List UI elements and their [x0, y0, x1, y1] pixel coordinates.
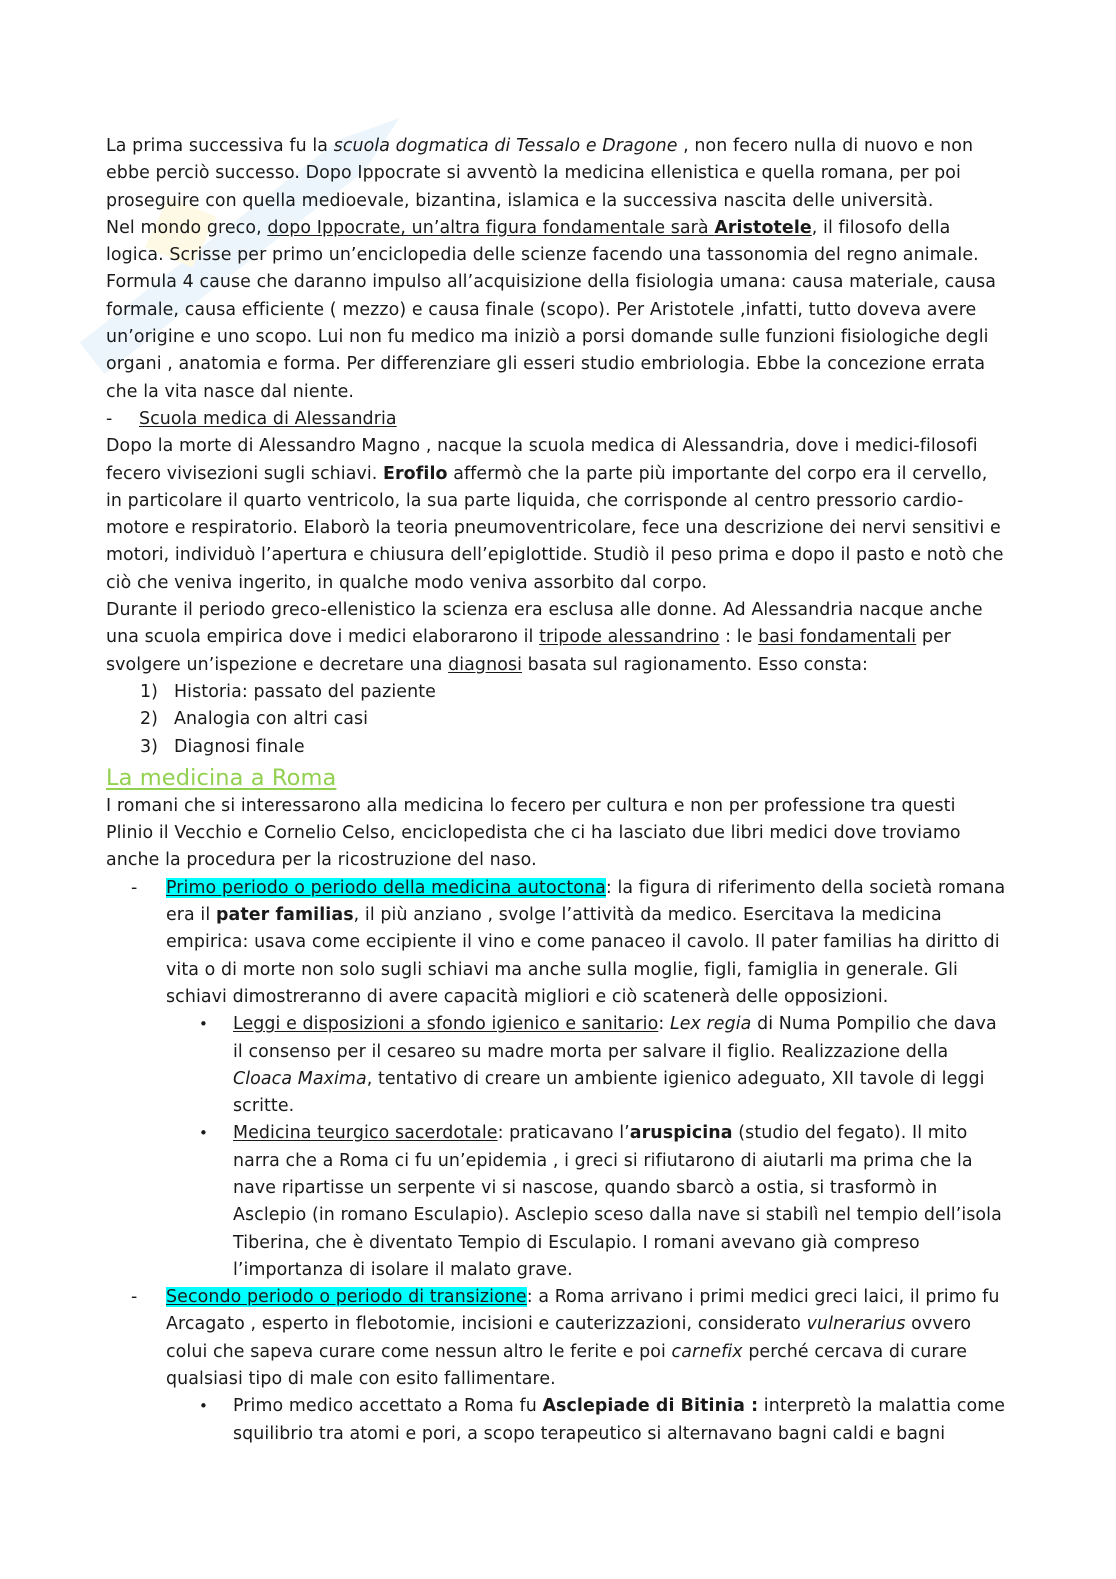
tripode-paragraph: Durante il periodo greco-ellenistico la scienza era esclusa alle donne. Ad Alessandria nacque anche una scuola empirica dove i medici elaborarono il tripode alessandrino : le basi fondamentali per svolgere un’ispezione e decretare una diagnosi basata sul ragionamento. Esso consta:: [106, 600, 983, 675]
asclepiade-item: • Primo medico accettato a Roma fu Asclepiade di Bitinia : interpretò la malattia come squilibrio tra atomi e pori, a scopo terapeutico si alternavano bagni caldi e bagni: [199, 1396, 1006, 1444]
section-title-alessandria: Scuola medica di Alessandria: [139, 408, 397, 429]
intro-paragraph: La prima successiva fu la scuola dogmatica di Tessalo e Dragone , non fecero nulla di nuovo e non ebbe perciò successo. Dopo Ippocrate si avventò la medicina ellenistica e quella romana, per poi proseguire con quella medioevale, bizantina, islamica e la successiva nascita delle università.: [106, 136, 974, 211]
secondo-periodo-item: - Secondo periodo o periodo di transizione: a Roma arrivano i primi medici greci laici, il primo fu Arcagato , esperto in flebotomie, incisioni e cauterizzazioni, considerato vulnerarius ovvero colui che sapeva curare come nessun altro le ferite e poi carnefix perché cercava di curare qualsiasi tipo di male con esito fallimentare.: [131, 1287, 1000, 1390]
list-item: 3) Diagnosi finale: [140, 736, 305, 757]
aristotele-name: Aristotele: [714, 217, 812, 238]
primo-periodo-item: - Primo periodo o periodo della medicina autoctona: la figura di riferimento della società romana era il pater familias, il più anziano , svolge l’attività da medico. Esercitava la medicina empirica: usava come eccipiente il vino e come panaceo il cavolo. Il pater familias ha diritto di vita o di morte non solo sugli schiavi ma anche sulla moglie, figli, famiglia in generale. Gli schiavi dimostreranno di avere capacità migliori e ciò scatenerà delle opposizioni.: [131, 877, 1006, 1007]
section-alessandria: - Scuola medica di Alessandria: [106, 408, 397, 429]
document-page: [106, 133, 1006, 1448]
roma-intro-paragraph: I romani che si interessarono alla medicina lo fecero per cultura e non per professione tra questi Plinio il Vecchio e Cornelio Celso, enciclopedista che ci ha lasciato due libri medici dove troviamo anche la procedura per la ricostruzione del naso.: [106, 795, 961, 871]
leggi-item: • Leggi e disposizioni a sfondo igienico e sanitario: Lex regia di Numa Pompilio che dava il consenso per il cesareo su madre morta per salvare il figlio. Realizzazione della Cloaca Maxima, tentativo di creare un ambiente igienico adeguato, XII tavole di leggi scritte.: [199, 1014, 997, 1117]
list-item: 2) Analogia con altri casi: [140, 709, 369, 730]
erofilo-paragraph: Dopo la morte di Alessandro Magno , nacque la scuola medica di Alessandria, dove i medici-filosofi fecero vivisezioni sugli schiavi. Erofilo affermò che la parte più importante del corpo era il cervello, in particolare il quarto ventricolo, la sua parte liquida, che corrisponde al centro pressorio cardio-motore e respiratorio. Elaborò la teoria pneumoventricolare, fece una descrizione dei nervi sensitivi e motori, individuò l’apertura e chiusura dell’epiglottide. Studiò il peso prima e dopo il pasto e notò che ciò che veniva ingerito, in qualche modo veniva assorbito dal corpo.: [106, 436, 1004, 593]
heading-medicina-roma: La medicina a Roma: [106, 764, 337, 791]
teurgico-item: • Medicina teurgico sacerdotale: praticavano l’aruspicina (studio del fegato). Il mito narra che a Roma ci fu un’epidemia , i greci si rifiutarono di aiutarli ma prima che la nave ripartisse un serpente vi si nascose, quando sbarcò a ostia, si trasformò in Asclepio (in romano Esculapio). Asclepio sceso dalla nave si stabilì nel tempio dell’isola Tiberina, che è diventato Tempio di Esculapio. I romani avevano già compreso l’importanza di isolare il malato grave.: [199, 1123, 1002, 1280]
list-item: 1) Historia: passato del paziente: [140, 681, 436, 702]
aristotele-paragraph: Nel mondo greco, dopo Ippocrate, un’altra figura fondamentale sarà Aristotele, il filosofo della logica. Scrisse per primo un’enciclopedia delle scienze facendo una tassonomia del regno animale. Formula 4 cause che daranno impulso all’acquisizione della fisiologia umana: causa materiale, causa formale, causa efficiente ( mezzo) e causa finale (scopo). Per Aristotele ,infatti, tutto doveva avere un’origine e uno scopo. Lui non fu medico ma iniziò a porsi domande sulle funzioni fisiologiche degli organi , anatomia e forma. Per differenziare gli esseri studio embriologia. Ebbe la concezione errata che la vita nasce dal niente.: [106, 217, 997, 402]
